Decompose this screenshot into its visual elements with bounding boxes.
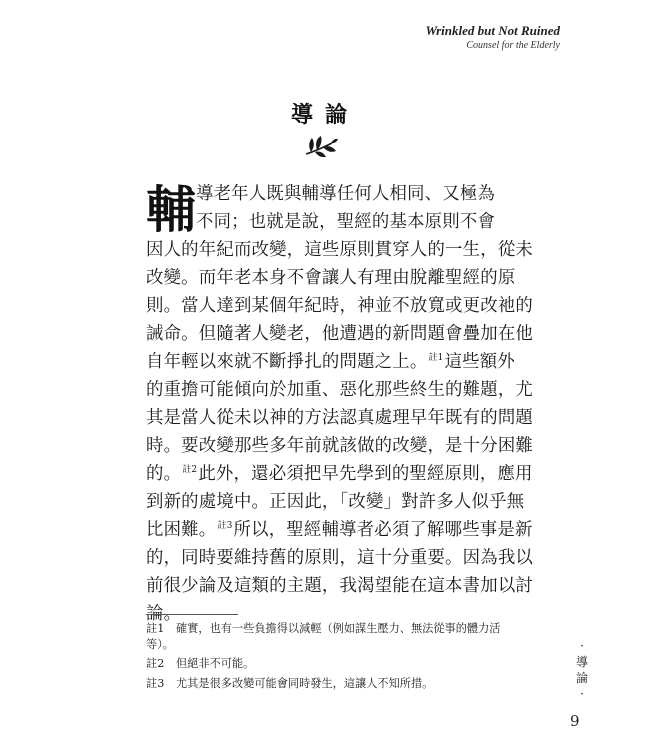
chapter-side-tab	[575, 638, 589, 702]
side-mark-char: ·	[580, 687, 584, 701]
body-line: 則。當人達到某個年紀時，神並不放寬或更改祂的	[146, 296, 533, 316]
body-line: 前很少論及這類的主題，我渴望能在這本書加以討	[146, 576, 533, 596]
footnote-1	[146, 621, 500, 637]
body-line: 不同；也就是說，聖經的基本原則不會	[196, 212, 496, 232]
footnote-text: 確實，也有一些負擔得以減輕（例如謀生壓力、無法從事的體力活	[176, 622, 501, 635]
footnote-text: 但絕非不可能。	[176, 657, 255, 670]
footnote-text: 尤其是很多改變可能會同時發生，這讓人不知所措。	[176, 677, 434, 690]
body-line	[146, 516, 533, 544]
body-line: 因人的年紀而改變，這些原則貫穿人的一生，從未	[146, 240, 533, 260]
body-line	[146, 460, 533, 488]
body-line: 改變。而年老本身不會讓人有理由脫離聖經的原	[146, 268, 516, 288]
footnote-label: 註1	[146, 622, 165, 635]
book-title: Wrinkled but Not Ruined	[425, 23, 560, 38]
body-text: 這些額外	[444, 352, 515, 372]
body-text: 所以，聖經輔導者必須了解哪些事是新	[233, 520, 533, 540]
footnote-label: 註3	[146, 677, 165, 690]
body-text: 此外，還必須把早先學到的聖經原則，應用	[198, 464, 533, 484]
side-mark-char: 導	[575, 655, 588, 669]
body-text: 自年輕以來就不斷掙扎的問題之上。	[146, 352, 428, 372]
footnote-1-continued: 等）。	[146, 638, 174, 651]
running-head	[426, 24, 560, 51]
book-subtitle: Counsel for the Elderly	[466, 40, 560, 51]
footnote-marker: 註2	[182, 465, 198, 476]
body-line: 誡命。但隨著人變老，他遭遇的新問題會疊加在他	[146, 324, 533, 344]
side-mark-char: ·	[580, 639, 584, 653]
body-line	[146, 348, 515, 376]
footnote-marker: 註3	[217, 521, 233, 532]
body-line: 其是當人從未以神的方法認真處理早年既有的問題	[146, 408, 533, 428]
body-line: 到新的處境中。正因此，「改變」對許多人似乎無	[146, 492, 525, 512]
body-line: 的，同時要維持舊的原則，這十分重要。因為我以	[146, 548, 533, 568]
body-text: 的。	[146, 464, 182, 484]
footnote-2	[146, 656, 254, 672]
page-number: 9	[570, 712, 580, 730]
footnote-3	[146, 676, 433, 692]
body-line: 時。要改變那些多年前就該做的改變，是十分困難	[146, 436, 533, 456]
drop-cap: 輔	[146, 180, 196, 239]
footnote-divider	[146, 614, 238, 615]
leaf-sprig-icon	[302, 134, 340, 160]
body-line: 的重擔可能傾向於加重、惡化那些終生的難題，尤	[146, 380, 533, 400]
body-line: 導老年人既與輔導任何人相同、又極為	[196, 184, 496, 204]
chapter-title: 導論	[290, 102, 359, 128]
footnote-marker: 註1	[428, 353, 444, 364]
body-line: 論。	[146, 604, 182, 624]
body-text: 比困難。	[146, 520, 217, 540]
side-mark-char: 論	[575, 671, 588, 685]
footnote-label: 註2	[146, 657, 165, 670]
